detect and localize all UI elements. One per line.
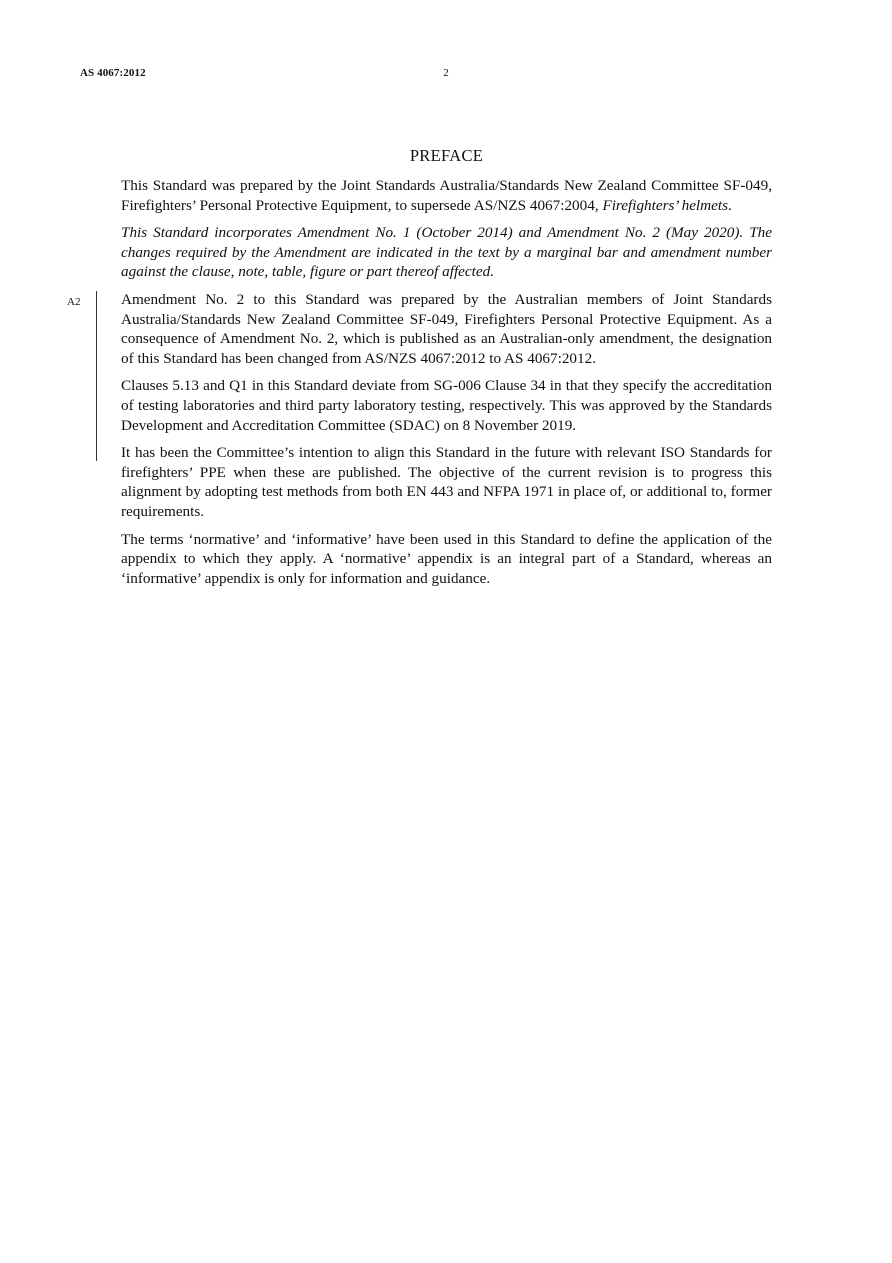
paragraph-clause-deviation: Clauses 5.13 and Q1 in this Standard deviate from SG-006 Clause 34 in that they specify the accreditation of testing laboratories and third party laboratory testing, respectively. This was approved by the Standards Development and Accreditation Committee (SDAC) on 8 November 2019. — [121, 377, 772, 434]
superseded-title: Firefighters’ helmets — [602, 196, 728, 214]
paragraph-amendment-2: Amendment No. 2 to this Standard was prepared by the Australian members of Joint Standards Australia/Standards New Zealand Committee SF-049, Firefighters Personal Protective Equipment. As a consequence of Amendment No. 2, which is published as an Australian-only amendment, the designation of this Standard has been changed from AS/NZS 4067:2012 to AS 4067:2012. — [121, 290, 772, 367]
document-id: AS 4067:2012 — [80, 67, 146, 79]
paragraph-amendments-note: This Standard incorporates Amendment No. 1 (October 2014) and Amendment No. 2 (May 2020). The changes required by the Amendment are indicated in the text by a marginal bar and amendment number against the clause, note, table, figure or part thereof affected. — [121, 224, 772, 281]
amendment-section — [67, 290, 772, 435]
preface-body — [67, 176, 772, 596]
paragraph-committee-end: . — [728, 196, 732, 214]
paragraph-committee-text: This Standard was prepared by the Joint Standards Australia/Standards New Zealand Committee SF-049, Firefighters’ Personal Protective Equipment, to supersede AS/NZS 4067:2004, — [121, 177, 772, 214]
paragraph-alignment: It has been the Committee’s intention to align this Standard in the future with relevant ISO Standards for firefighters’ PPE when these are published. The objective of the current revision is to progress this alignment by adopting test methods from both EN 443 and NFPA 1971 in place of, or additional to, former requirements. — [121, 444, 772, 520]
paragraph-committee — [121, 176, 772, 215]
amendment-tag: A2 — [67, 295, 81, 308]
preface-heading: PREFACE — [409, 146, 484, 165]
paragraph-terms: The terms ‘normative’ and ‘informative’ have been used in this Standard to define the application of the appendix to which they apply. A ‘normative’ appendix is an integral part of a Standard, whereas an ‘informative’ appendix is only for information and guidance. — [121, 530, 772, 587]
page-number: 2 — [443, 67, 449, 79]
amendment-marginal-bar — [96, 291, 97, 461]
